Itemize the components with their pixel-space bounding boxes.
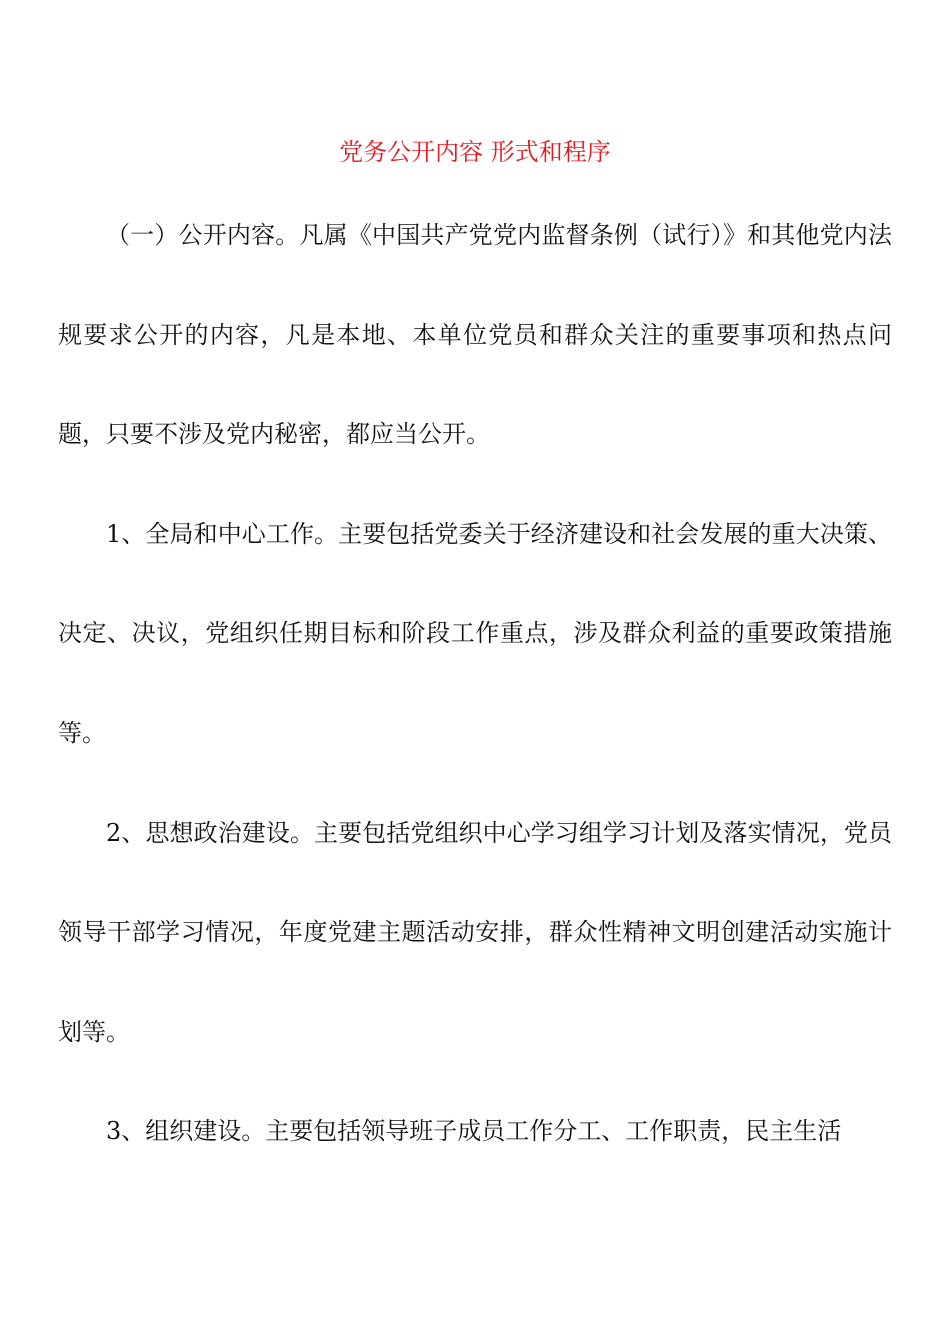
paragraph-ideological-building: 2、思想政治建设。主要包括党组织中心学习组学习计划及落实情况，党员领导干部学习情况，年度党建主题活动安排，群众性精神文明创建活动实施计划等。 (58, 818, 892, 1046)
page-title: 党务公开内容 形式和程序 (339, 138, 611, 166)
document-body (58, 186, 892, 1182)
paragraph-overall-work: 1、全局和中心工作。主要包括党委关于经济建设和社会发展的重大决策、决定、决议，党组织任期目标和阶段工作重点，涉及群众利益的重要政策措施等。 (58, 519, 892, 747)
paragraph-organization-building: 3、组织建设。主要包括领导班子成员工作分工、工作职责，民主生活 (106, 1117, 842, 1146)
paragraph-public-content: （一）公开内容。凡属《中国共产党党内监督条例（试行）》和其他党内法规要求公开的内容，凡是本地、本单位党员和群众关注的重要事项和热点问题，只要不涉及党内秘密，都应当公开。 (58, 221, 892, 449)
